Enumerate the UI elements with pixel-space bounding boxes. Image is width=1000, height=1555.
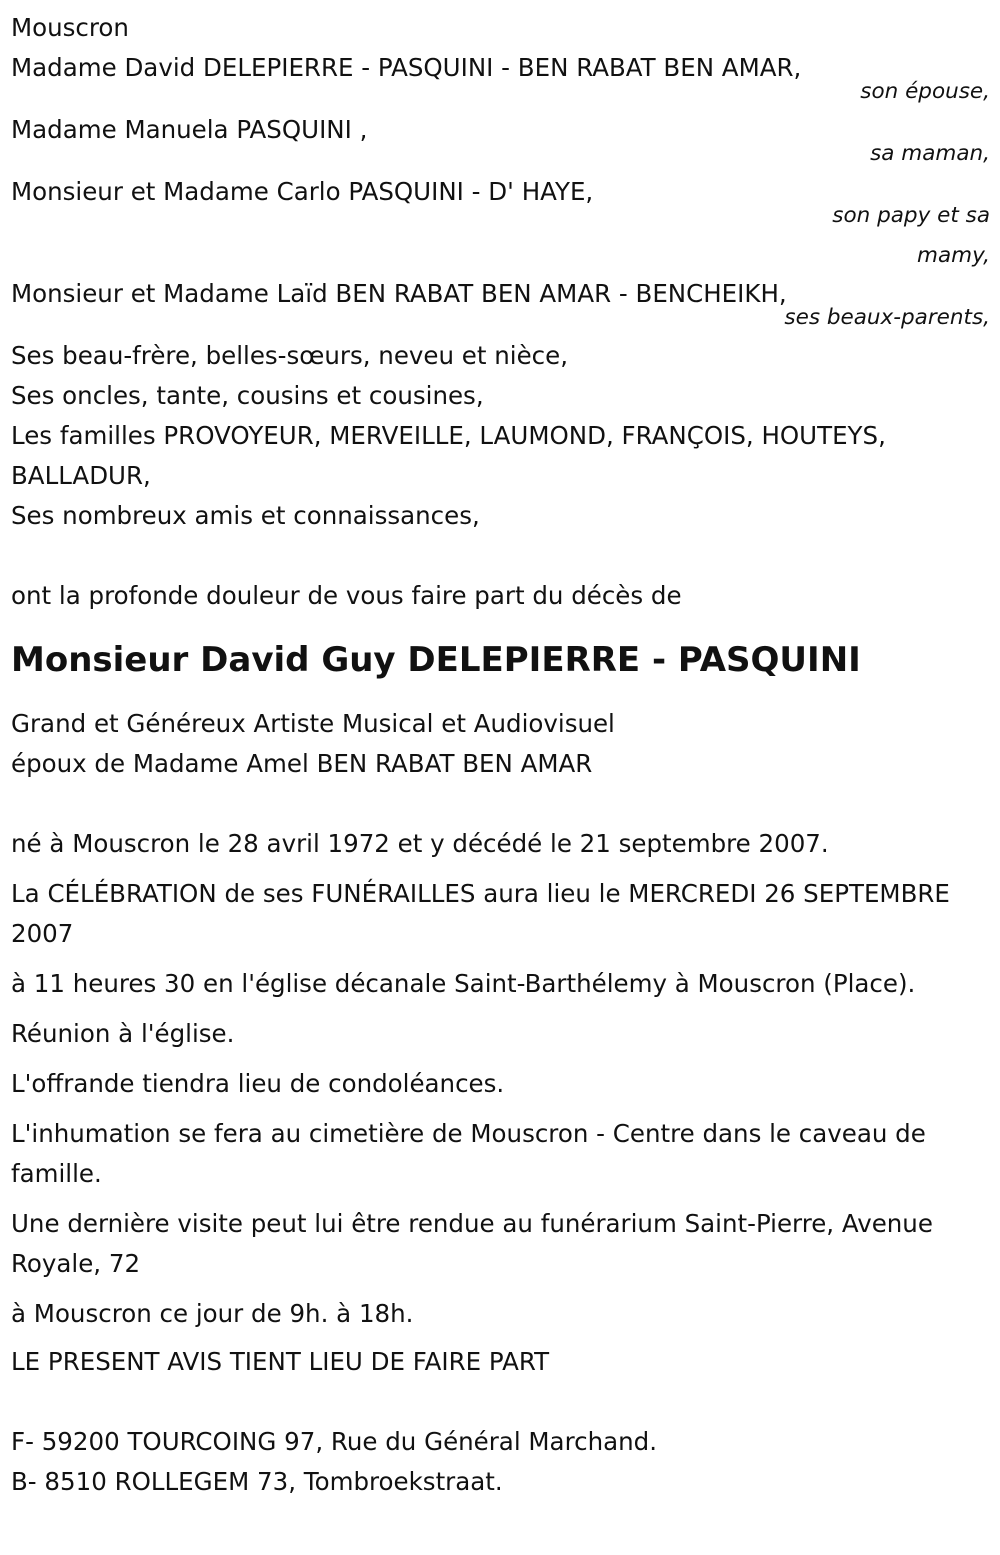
- family-member-role: sa maman,: [870, 141, 990, 166]
- offering-note: L'offrande tiendra lieu de condoléances.: [11, 1069, 505, 1098]
- family-member-name: Monsieur et Madame Carlo PASQUINI - D' HAYE,: [11, 177, 594, 206]
- funeral-place: à 11 heures 30 en l'église décanale Saint-Barthélemy à Mouscron (Place).: [11, 969, 916, 998]
- visit-note: Une dernière visite peut lui être rendue au funérarium Saint-Pierre, Avenue Royale, 72: [11, 1209, 933, 1278]
- family-member-name: Madame David DELEPIERRE - PASQUINI - BEN RABAT BEN AMAR,: [11, 53, 802, 82]
- death-notice: [11, 8, 990, 1502]
- family-member-name: Monsieur et Madame Laïd BEN RABAT BEN AMAR - BENCHEIKH,: [11, 279, 787, 308]
- burial-note: L'inhumation se fera au cimetière de Mouscron - Centre dans le caveau de famille.: [11, 1119, 926, 1188]
- family-member-role: son papy et sa: [832, 203, 990, 228]
- announcement-text: ont la profonde douleur de vous faire part du décès de: [11, 581, 682, 610]
- family-member-role: ses beaux-parents,: [784, 305, 990, 330]
- family-member-role: son épouse,: [860, 79, 990, 104]
- notice-statement: LE PRESENT AVIS TIENT LIEU DE FAIRE PART: [11, 1347, 550, 1376]
- relatives-line: Ses beau-frère, belles-sœurs, neveu et nièce,: [11, 341, 568, 370]
- address-line: B- 8510 ROLLEGEM 73, Tombroekstraat.: [11, 1467, 503, 1496]
- birth-death-line: né à Mouscron le 28 avril 1972 et y décédé le 21 septembre 2007.: [11, 829, 829, 858]
- family-member-name: Madame Manuela PASQUINI ,: [11, 115, 368, 144]
- relatives-line: Les familles PROVOYEUR, MERVEILLE, LAUMOND, FRANÇOIS, HOUTEYS, BALLADUR,: [11, 421, 886, 490]
- deceased-spouse: époux de Madame Amel BEN RABAT BEN AMAR: [11, 749, 593, 778]
- deceased-description: Grand et Généreux Artiste Musical et Audiovisuel: [11, 709, 615, 738]
- visit-hours: à Mouscron ce jour de 9h. à 18h.: [11, 1299, 414, 1328]
- city-name: Mouscron: [11, 13, 129, 42]
- funeral-date: La CÉLÉBRATION de ses FUNÉRAILLES aura lieu le MERCREDI 26 SEPTEMBRE 2007: [11, 879, 950, 948]
- relatives-line: Ses nombreux amis et connaissances,: [11, 501, 480, 530]
- family-member-role: mamy,: [917, 243, 990, 268]
- meeting-place: Réunion à l'église.: [11, 1019, 235, 1048]
- relatives-line: Ses oncles, tante, cousins et cousines,: [11, 381, 484, 410]
- address-line: F- 59200 TOURCOING 97, Rue du Général Marchand.: [11, 1427, 657, 1456]
- deceased-name: Monsieur David Guy DELEPIERRE - PASQUINI: [11, 640, 861, 680]
